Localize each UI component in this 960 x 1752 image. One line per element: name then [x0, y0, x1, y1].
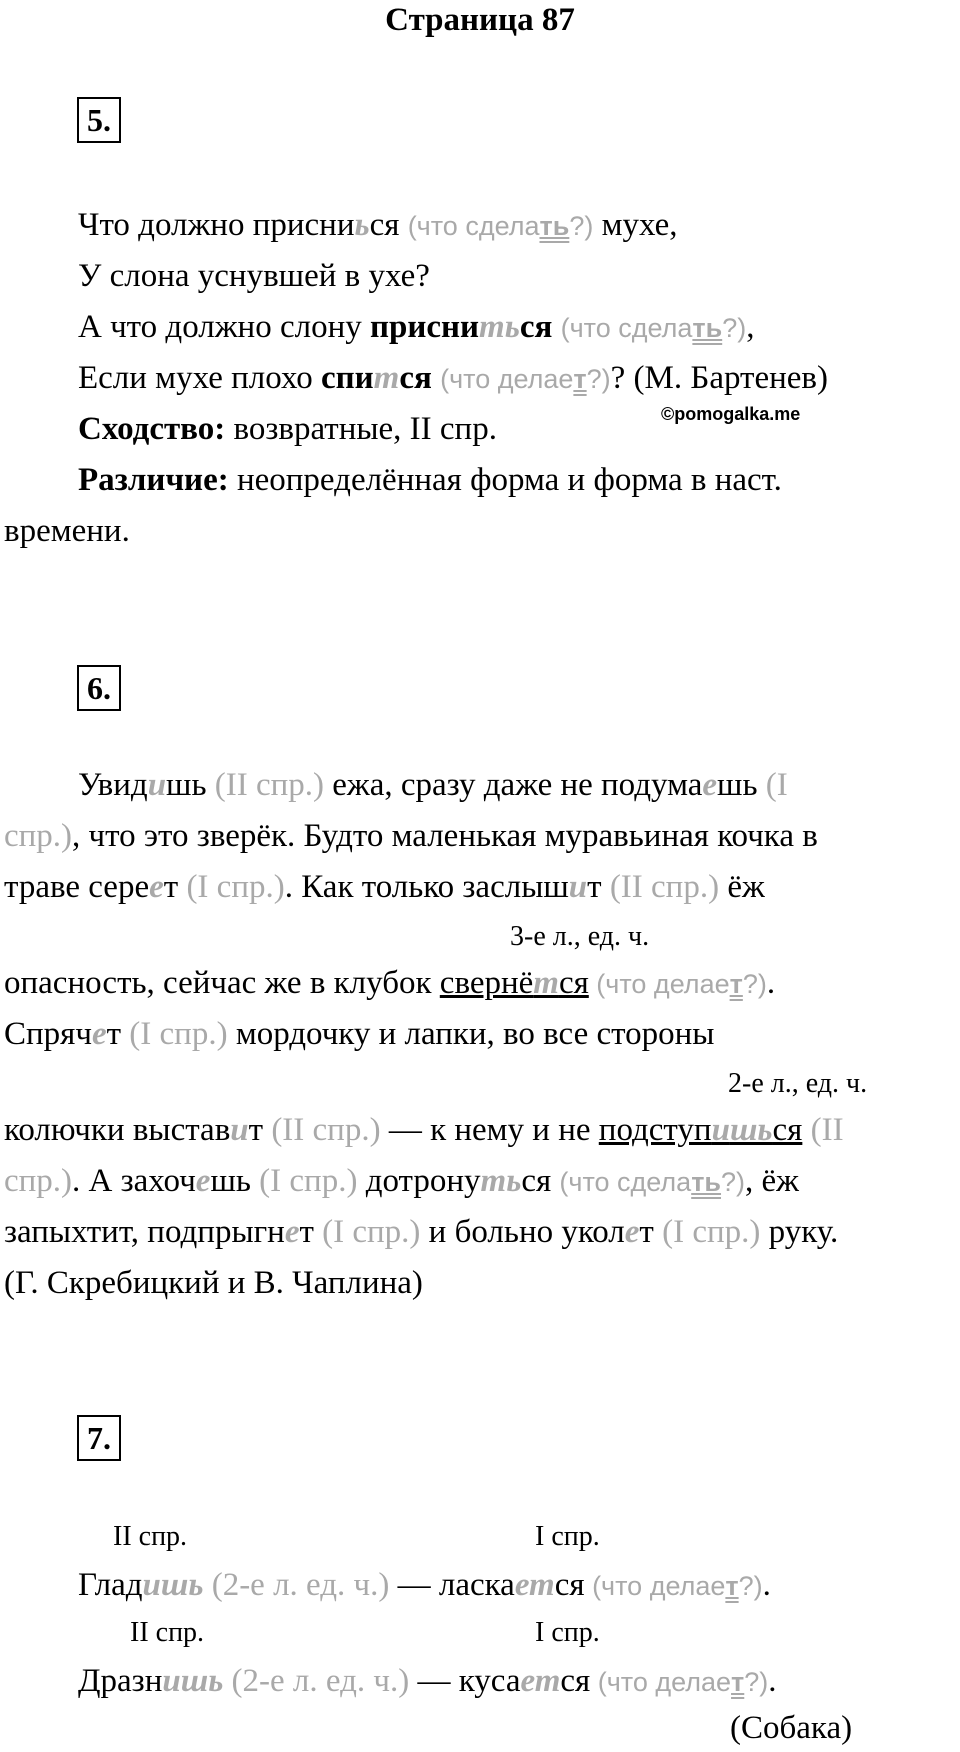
text: шь — [166, 767, 215, 803]
note: (2-е л. ед. ч.) — [203, 1567, 390, 1603]
text: колючки выстав — [4, 1112, 231, 1148]
text: — куса — [409, 1663, 521, 1699]
note: (I спр.) — [129, 1016, 228, 1052]
question: (что делае — [584, 1571, 726, 1601]
text: ежа, сразу даже не подума — [324, 767, 703, 803]
highlight: е — [91, 1016, 107, 1052]
bold-word: присни — [369, 309, 480, 345]
text: . — [766, 965, 776, 1001]
text: шь — [717, 767, 766, 803]
text: дотрону — [357, 1163, 481, 1199]
underlined-word — [599, 1112, 803, 1148]
text: неопределённая форма и форма в наст. — [228, 462, 782, 498]
highlight: и — [568, 869, 588, 905]
highlight: т — [373, 360, 400, 396]
ending: т — [731, 1667, 745, 1697]
ending: т — [573, 364, 587, 394]
text: . — [762, 1567, 771, 1603]
highlight: е — [624, 1214, 640, 1250]
text: Что должно присни — [78, 207, 355, 243]
question: ?) — [722, 313, 747, 343]
similarity-label: Сходство: — [78, 411, 226, 447]
text: ся — [558, 965, 589, 1001]
question: ?) — [586, 364, 611, 394]
task-5-line-4 — [78, 358, 828, 399]
highlight: и — [230, 1112, 249, 1148]
task-6-line-9: (Г. Скребицкий и В. Чаплина) — [4, 1265, 423, 1301]
bold-word: ся — [519, 309, 561, 345]
question: (что сдела — [560, 313, 693, 343]
highlight: ь — [354, 207, 370, 243]
task-6-line-2 — [4, 816, 818, 856]
highlight: ет — [514, 1567, 555, 1603]
question: ?) — [744, 1667, 769, 1697]
underlined-word — [440, 965, 589, 1001]
task-6-line-7 — [4, 1161, 799, 1202]
text: т — [106, 1016, 130, 1052]
highlight: ть — [480, 1163, 522, 1199]
task-5-line-7: времени. — [4, 513, 130, 549]
text: ся — [772, 1112, 803, 1148]
task-6-line-1 — [78, 765, 788, 805]
question: (что делае — [440, 364, 574, 394]
text: А что должно слону — [78, 309, 370, 345]
task-5-similarity — [78, 409, 497, 449]
highlight: ишь — [162, 1663, 224, 1699]
text: т — [163, 869, 187, 905]
note: (II спр.) — [271, 1112, 381, 1148]
text: . Как только заслыш — [284, 869, 569, 905]
label-ii-conj: II спр. — [130, 1617, 205, 1648]
highlight: ть — [479, 309, 520, 345]
question: (что делае — [588, 969, 730, 999]
text: — к нему и не — [380, 1112, 599, 1148]
question: (что сдела — [407, 211, 540, 241]
note: (I спр.) — [186, 869, 285, 905]
ending: ть — [539, 211, 570, 241]
text: Глад — [78, 1567, 143, 1603]
text: т — [299, 1214, 323, 1250]
task-5-line-1 — [78, 205, 678, 246]
annotation-2nd-person: 2-е л., ед. ч. — [728, 1068, 868, 1099]
highlight: е — [195, 1163, 211, 1199]
highlight: е — [284, 1214, 300, 1250]
note: (I спр.) — [259, 1163, 358, 1199]
ending: т — [725, 1571, 739, 1601]
note: (I спр.) — [322, 1214, 421, 1250]
text: Если мухе плохо — [78, 360, 321, 396]
question: ?) — [742, 969, 767, 999]
text: . — [768, 1663, 777, 1699]
question: (что сдела — [559, 1167, 692, 1197]
text: ся — [369, 207, 408, 243]
task-6-line-6 — [4, 1110, 844, 1150]
text: т — [587, 869, 610, 905]
difference-label: Различие: — [78, 462, 229, 498]
highlight: ет — [520, 1663, 561, 1699]
question: ?) — [738, 1571, 763, 1601]
text: Спряч — [4, 1016, 92, 1052]
task-6-number: 6. — [77, 665, 121, 711]
bold-word: спи — [320, 360, 374, 396]
highlight: т — [533, 965, 559, 1001]
text: руку. — [760, 1214, 839, 1250]
text: ся — [560, 1663, 591, 1699]
text: траве сере — [4, 869, 150, 905]
ending: ть — [692, 313, 723, 343]
annotation-3rd-person: 3-е л., ед. ч. — [510, 921, 650, 952]
task-7-number: 7. — [77, 1415, 121, 1461]
note: (II спр.) — [609, 869, 720, 905]
task-5-line-2: У слона уснувшей в ухе? — [78, 258, 430, 294]
text: запыхтит, подпрыгн — [4, 1214, 285, 1250]
text: ся — [521, 1163, 560, 1199]
ending: ть — [691, 1167, 722, 1197]
text: свернё — [439, 965, 534, 1001]
text: . А захоч — [72, 1163, 196, 1199]
page-title: Страница 87 — [385, 2, 575, 38]
text: и больно укол — [420, 1214, 625, 1250]
question: (что делае — [590, 1667, 732, 1697]
task-5-line-3 — [78, 307, 754, 348]
highlight: е — [702, 767, 718, 803]
text: мухе, — [593, 207, 678, 243]
text: опасность, сейчас же в клубок — [4, 965, 440, 1001]
task-7-sentence-2 — [78, 1661, 777, 1702]
text: Дразн — [78, 1663, 163, 1699]
text: — ласка — [389, 1567, 515, 1603]
text: мордочку и лапки, во все стороны — [227, 1016, 715, 1052]
text: возвратные, II спр. — [225, 411, 497, 447]
note: (I — [765, 767, 788, 803]
watermark: ©pomogalka.me — [661, 404, 801, 424]
text: т — [248, 1112, 272, 1148]
text: , что это зверёк. Будто маленькая муравьиная кочка в — [72, 818, 818, 854]
text: ? (М. Бартенев) — [610, 360, 828, 396]
question: ?) — [721, 1167, 746, 1197]
highlight: е — [149, 869, 164, 905]
task-5-number: 5. — [77, 97, 121, 143]
text: ся — [554, 1567, 585, 1603]
note: (I спр.) — [662, 1214, 761, 1250]
text: ёж — [719, 869, 765, 905]
highlight: шь — [729, 1112, 773, 1148]
note: спр.) — [4, 818, 73, 854]
bold-word: ся — [399, 360, 441, 396]
note: (II — [802, 1112, 844, 1148]
highlight: и — [711, 1112, 730, 1148]
label-ii-conj: II спр. — [113, 1521, 188, 1552]
text: Увид — [78, 767, 148, 803]
highlight: и — [147, 767, 167, 803]
text: шь — [210, 1163, 260, 1199]
text: , — [746, 309, 755, 345]
task-6-line-5 — [4, 1014, 714, 1054]
highlight: ишь — [142, 1567, 204, 1603]
task-5-difference — [78, 460, 782, 500]
ending: т — [729, 969, 743, 999]
text: т — [639, 1214, 663, 1250]
text: , ёж — [745, 1163, 799, 1199]
note: спр.) — [4, 1163, 73, 1199]
question: ?) — [569, 211, 594, 241]
task-6-line-3 — [4, 867, 765, 907]
task-6-line-8 — [4, 1212, 838, 1252]
task-7-answer: (Собака) — [730, 1710, 853, 1746]
note: (II спр.) — [214, 767, 325, 803]
note: (2-е л. ед. ч.) — [223, 1663, 410, 1699]
label-i-conj: I спр. — [535, 1617, 600, 1648]
label-i-conj: I спр. — [535, 1521, 600, 1552]
text: подступ — [598, 1112, 712, 1148]
task-6-line-4 — [4, 963, 775, 1004]
task-7-sentence-1 — [78, 1565, 771, 1606]
